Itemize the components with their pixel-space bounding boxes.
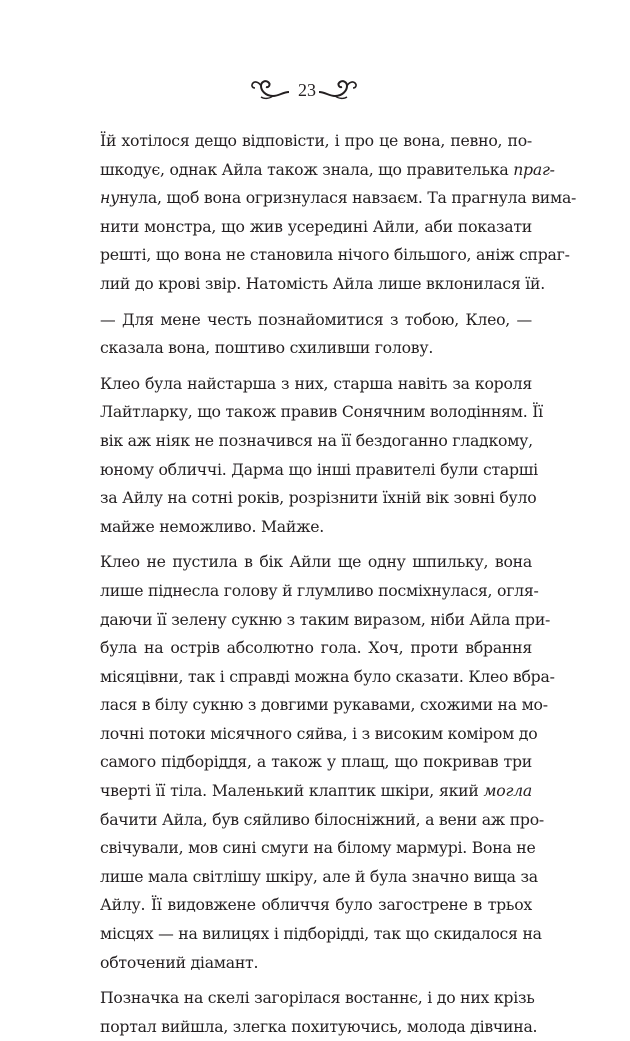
text-segment: шкодує, однак Айла також знала, що правителька bbox=[100, 159, 514, 179]
text-line bbox=[100, 777, 532, 806]
text-line: Клео була найстарша з них, старша навіть за короля bbox=[100, 373, 532, 393]
text-line: Позначка на скелі загорілася востаннє, і до них крізь bbox=[100, 988, 535, 1008]
text-line: місцях — на вилицях і підборідді, так що скидалося на bbox=[100, 924, 542, 944]
text-line: решті, що вона не становила нічого більшого, аніж спраг- bbox=[100, 245, 570, 265]
text-line: місяцівни, так і справді можна було сказати. Клео вбра- bbox=[100, 666, 555, 686]
swirl-ornament-left-icon bbox=[249, 78, 293, 102]
text-line bbox=[100, 156, 555, 185]
text-line: обточений діамант. bbox=[100, 952, 259, 972]
text-segment: чверті її тіла. Маленький клаптик шкіри, який bbox=[100, 781, 484, 801]
text-line: була на острів абсолютно гола. Хоч, проти вбрання bbox=[100, 638, 532, 658]
text-line: нити монстра, що жив усередині Айли, аби показати bbox=[100, 216, 532, 236]
text-line bbox=[100, 184, 577, 213]
swirl-ornament-right-icon bbox=[315, 78, 359, 102]
body-text bbox=[100, 127, 577, 1041]
running-header bbox=[0, 72, 630, 112]
text-line: за Айлу на сотні років, розрізнити їхній вік зовні було bbox=[100, 488, 537, 508]
italic-word: ну bbox=[100, 188, 119, 208]
text-line: майже неможливо. Майже. bbox=[100, 516, 325, 536]
text-segment: нула, щоб вона огризнулася навзаєм. Та прагнула вима- bbox=[118, 188, 577, 208]
text-line: лочні потоки місячного сяйва, і з високим коміром до bbox=[100, 723, 538, 743]
text-line: портал вийшла, злегка похитуючись, молода дівчина. bbox=[100, 1016, 538, 1036]
text-line: свічували, мов сині смуги на білому мармурі. Вона не bbox=[100, 838, 536, 858]
paragraph-3 bbox=[100, 370, 543, 542]
italic-word: могла bbox=[483, 781, 532, 801]
text-line: сказала вона, поштиво схиливши голову. bbox=[100, 338, 434, 358]
italic-word: праг- bbox=[513, 159, 555, 179]
text-line: Клео не пустила в бік Айли ще одну шпильку, вона bbox=[100, 552, 532, 572]
text-line: вік аж ніяк не позначився на її бездоганно гладкому, bbox=[100, 430, 533, 450]
text-line: бачити Айла, був сяйливо білосніжний, а вени аж про- bbox=[100, 809, 544, 829]
paragraph-1 bbox=[100, 127, 577, 299]
text-line: лася в білу сукню з довгими рукавами, схожими на мо- bbox=[100, 695, 548, 715]
paragraph-5 bbox=[100, 984, 538, 1041]
paragraph-4 bbox=[100, 548, 555, 977]
text-line: лише піднесла голову й глумливо посміхнулася, огля- bbox=[100, 580, 539, 600]
text-line: самого підборіддя, а також у плащ, що покривав три bbox=[100, 752, 532, 772]
text-line: Айлу. Її видовжене обличчя було загострене в трьох bbox=[100, 895, 532, 915]
text-line: Лайтларку, що також правив Сонячним володінням. Її bbox=[100, 402, 543, 422]
text-line: лише мала світлішу шкіру, але й була значно вища за bbox=[100, 866, 538, 886]
text-line: юному обличчі. Дарма що інші правителі були старші bbox=[100, 459, 538, 479]
paragraph-2 bbox=[100, 306, 532, 363]
text-line: даючи її зелену сукню з таким виразом, ніби Айла при- bbox=[100, 609, 551, 629]
text-line: — Для мене честь познайомитися з тобою, Клео, — bbox=[100, 309, 532, 329]
text-line: лий до крові звір. Натомість Айла лише вклонилася їй. bbox=[100, 273, 545, 293]
page-number: 23 bbox=[298, 80, 316, 100]
text-line: Їй хотілося дещо відповісти, і про це вона, певно, по- bbox=[100, 131, 532, 150]
